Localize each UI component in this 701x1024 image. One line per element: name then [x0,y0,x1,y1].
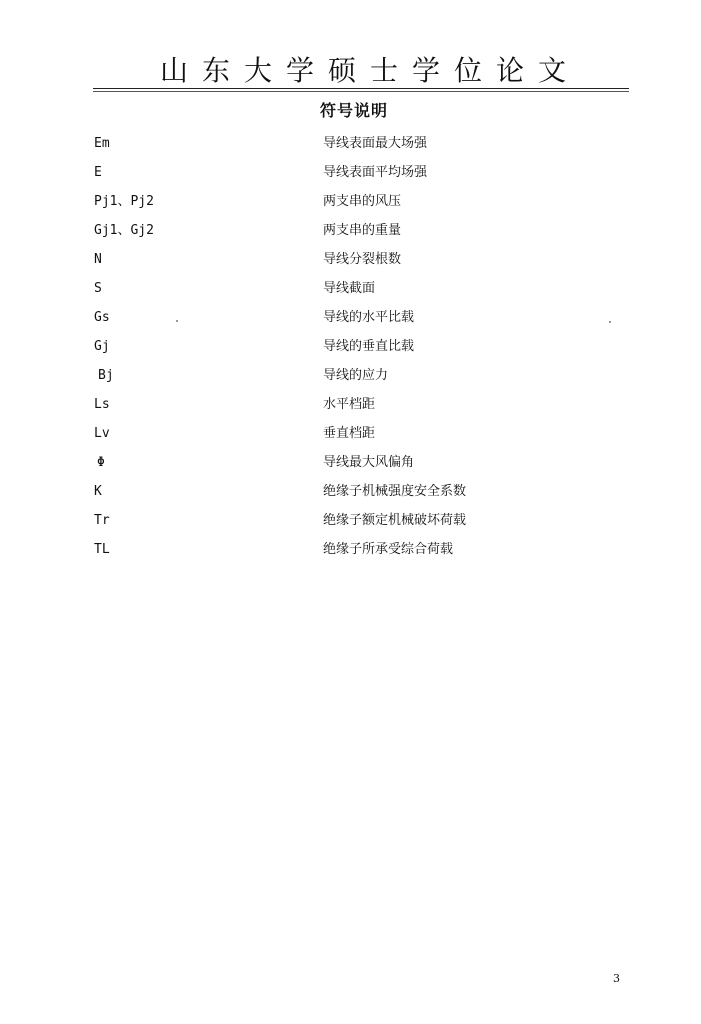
symbol-description: 导线的应力 [323,368,389,383]
symbol-name: Tr [94,513,110,528]
symbol-description: 导线表面平均场强 [323,165,428,180]
list-item [0,423,701,452]
symbol-description: 两支串的重量 [323,223,402,238]
list-item [0,278,701,307]
symbol-list [0,133,701,568]
list-item [0,394,701,423]
symbol-description: 两支串的风压 [323,194,402,209]
symbol-description: 导线分裂根数 [323,252,402,267]
symbol-name: N [94,252,102,267]
header-rule-secondary [93,91,629,92]
page-header [0,50,701,94]
symbol-name: S [94,281,102,296]
page-number: 3 [613,972,620,985]
symbol-description: 导线表面最大场强 [323,136,428,151]
list-item [0,191,701,220]
list-item [0,220,701,249]
symbol-name: Gj1、Gj2 [94,223,154,238]
header-rule [93,88,629,89]
symbol-description: 导线截面 [323,281,376,296]
symbol-name: TL [94,542,110,557]
scan-speck [609,321,611,323]
symbol-name: Bj [98,368,114,383]
symbol-description: 导线的垂直比载 [323,339,415,354]
scan-speck [176,320,178,322]
symbol-name: Em [94,136,110,151]
list-item [0,481,701,510]
symbol-description: 绝缘子机械强度安全系数 [323,484,467,499]
list-item [0,510,701,539]
symbol-name: Lv [94,426,110,441]
list-item [0,539,701,568]
list-item [0,249,701,278]
symbol-name: Φ [97,455,105,470]
symbol-description: 绝缘子所承受综合荷载 [323,542,454,557]
list-item [0,133,701,162]
list-item [0,365,701,394]
section-heading: 符号说明 [320,101,389,120]
list-item [0,162,701,191]
symbol-name: Pj1、Pj2 [94,194,154,209]
symbol-name: E [94,165,102,180]
symbol-description: 导线最大风偏角 [323,455,415,470]
page-title: 山东大学硕士学位论文 [160,54,581,87]
list-item [0,336,701,365]
list-item [0,452,701,481]
symbol-description: 水平档距 [323,397,376,412]
list-item [0,307,701,336]
symbol-name: K [94,484,102,499]
symbol-name: Gs [94,310,110,325]
symbol-name: Ls [94,397,110,412]
symbol-description: 导线的水平比载 [323,310,415,325]
symbol-description: 绝缘子额定机械破坏荷载 [323,513,467,528]
symbol-name: Gj [94,339,110,354]
symbol-description: 垂直档距 [323,426,376,441]
